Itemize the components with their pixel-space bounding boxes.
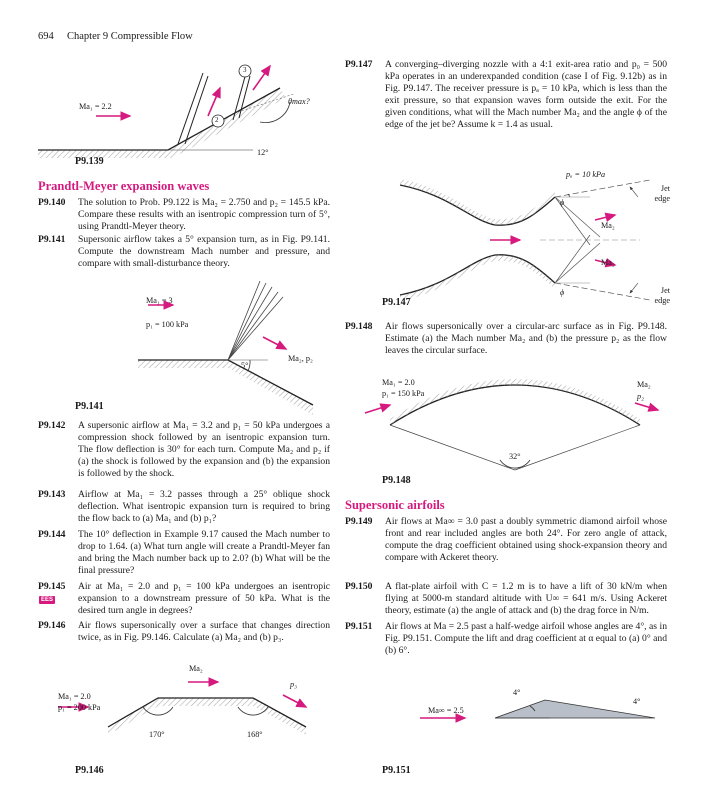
problem-text: The 10° deflection in Example 9.17 caused the Mach number to drop to 1.64. (a) What turn angle will create a Prandtl-Meyer fan and bring the Mach number back up to 2.0? (b) What will be the final pressure? <box>78 529 330 577</box>
p9141-ma2p2-label: Ma₂, p₂ <box>288 354 313 363</box>
p9148-figure-label: P9.148 <box>382 475 411 486</box>
problem-p9142 <box>38 420 330 480</box>
page-header <box>38 31 193 42</box>
problem-p9141 <box>38 234 330 270</box>
p9139-ma1-label: Ma₁ = 2.2 <box>79 102 112 111</box>
figure-p9-141 <box>38 275 328 395</box>
p9139-theta-label: θmax? <box>288 97 310 106</box>
problem-number: P9.148 <box>345 321 373 332</box>
problem-number: P9.142 <box>38 420 66 431</box>
p9148-ma1-label: Ma₁ = 2.0 <box>382 378 415 387</box>
problem-number: P9.146 <box>38 620 66 631</box>
p9147-pa-label: pₐ = 10 kPa <box>566 170 606 179</box>
p9147-ma2-bottom: Ma₂ <box>601 258 615 267</box>
problem-number: P9.143 <box>38 489 66 500</box>
problem-number: P9.141 <box>38 234 66 245</box>
problem-text: Air flows at Ma = 2.5 past a half-wedge airfoil whose angles are 4°, as in Fig. P9.151. Compute the lift and drag coefficient at α equal to (a) 0° and (b) 6°. <box>385 621 667 657</box>
p9139-circle2-label: 2 <box>215 116 219 124</box>
p9148-angle-label: 32° <box>509 452 521 461</box>
problem-p9145 <box>38 581 330 617</box>
p9147-ma2-top: Ma₂ <box>601 221 615 230</box>
problem-text: The solution to Prob. P9.122 is Ma₂ = 2.750 and p₂ = 145.5 kPa. Compare these results with an isentropic compression turn of 5°, using Prandtl-Meyer theory. <box>78 197 330 233</box>
p9147-phi-top: ϕ <box>560 198 565 207</box>
problem-p9147 <box>345 59 667 132</box>
problem-text: Supersonic airflow takes a 5° expansion turn, as in Fig. P9.141. Compute the downstream Mach number and pressure, and compare with small-disturbance theory. <box>78 234 330 270</box>
problem-number: P9.150 <box>345 581 373 592</box>
p9141-p1-label: p₁ = 100 kPa <box>146 320 189 329</box>
p9146-p3-label: p₃ <box>290 680 297 689</box>
p9151-angle2-label: 4° <box>633 697 641 706</box>
problem-p9144 <box>38 529 330 577</box>
problem-p9149 <box>345 516 667 564</box>
p9147-jet-edge-top: Jet edge <box>654 184 670 203</box>
chapter-title: Chapter 9 Compressible Flow <box>67 31 193 42</box>
p9148-ma2-label: Ma₂ <box>637 380 651 389</box>
figure-p9-151 <box>405 680 665 750</box>
section-heading-airfoils: Supersonic airfoils <box>345 498 445 512</box>
problem-text: A converging–diverging nozzle with a 4:1 exit-area ratio and p₀ = 500 kPa operates in an underexpanded condition (case I of Fig. 9.12b) as in Fig. P9.147. The receiver pressure is pₐ = 10 kPa, which is less than the exit pressure, so that expansion waves form outside the exit. For the given conditions, what will the Mach number Ma₂ and the angle ϕ of the edge of the jet be? Assume k = 1.4 as usual. <box>385 59 667 131</box>
problem-number: P9.144 <box>38 529 66 540</box>
problem-p9146 <box>38 620 330 644</box>
p9141-figure-label: P9.141 <box>75 401 104 412</box>
problem-text: Air flows at Ma∞ = 3.0 past a doubly symmetric diamond airfoil whose front and rear included angles are both 24°. For zero angle of attack, compute the drag coefficient obtained using shock-expansion theory and compare with Ackeret theory. <box>385 516 667 564</box>
p9146-angle1-label: 170° <box>149 730 165 739</box>
problem-p9143 <box>38 489 330 525</box>
problem-text: Air flows supersonically over a circular-arc surface as in Fig. P9.148. Estimate (a) the Mach number Ma₂ and (b) the pressure p₂ as the flow leaves the circular surface. <box>385 321 667 357</box>
p9148-p1-label: p₁ = 150 kPa <box>382 389 425 398</box>
p9151-figure-label: P9.151 <box>382 765 411 776</box>
problem-number: P9.147 <box>345 59 373 70</box>
problem-number: P9.145 <box>38 581 66 592</box>
problem-text: A flat-plate airfoil with C = 1.2 m is to have a lift of 30 kN/m when flying at 5000-m standard altitude with U∞ = 641 m/s. Using Ackeret theory, estimate (a) the angle of attack and (b) the drag force in N/m. <box>385 581 667 617</box>
p9139-circle3-label: 3 <box>243 66 247 74</box>
p9146-ma1-label: Ma₁ = 2.0 <box>58 692 91 701</box>
page-number: 694 <box>38 31 54 42</box>
p9147-phi-bottom: ϕ <box>560 288 565 297</box>
p9139-figure-label: P9.139 <box>75 156 104 167</box>
problem-p9148 <box>345 321 667 357</box>
p9147-jet-edge-bottom: Jet edge <box>654 286 670 305</box>
problem-number: P9.149 <box>345 516 373 527</box>
p9141-ma1-label: Ma₁ = 3 <box>146 296 173 305</box>
problem-text: Air flows supersonically over a surface that changes direction twice, as in Fig. P9.146. Calculate (a) Ma₂ and (b) p₃. <box>78 620 330 644</box>
p9151-angle1-label: 4° <box>513 688 521 697</box>
problem-p9150 <box>345 581 667 617</box>
problem-p9140 <box>38 197 330 233</box>
p9147-figure-label: P9.147 <box>382 297 411 308</box>
p9139-angle-label: 12° <box>257 148 269 157</box>
ees-badge: EES <box>41 597 54 603</box>
p9148-p2-label: p₂ <box>637 392 644 401</box>
p9146-angle2-label: 168° <box>247 730 263 739</box>
problem-text: A supersonic airflow at Ma₁ = 3.2 and p₁ = 50 kPa undergoes a compression shock followed by an isentropic expansion turn. The flow deflection is 30° for each turn. Compute Ma₂ and p₂ if (a) the shock is followed by the expansion and (b) the expansion is followed by the shock. <box>78 420 330 480</box>
section-heading-prandtl: Prandtl-Meyer expansion waves <box>38 179 210 193</box>
problem-text: Air at Ma₁ = 2.0 and p₁ = 100 kPa undergoes an isentropic expansion to a downstream pressure of 50 kPa. What is the desired turn angle in degrees? <box>78 581 330 617</box>
p9146-p1-label: p₁ = 200 kPa <box>58 703 101 712</box>
problem-number: P9.151 <box>345 621 373 632</box>
p9146-ma2-label: Ma₂ <box>189 664 203 673</box>
p9146-figure-label: P9.146 <box>75 765 104 776</box>
p9141-angle-label: 5° <box>241 361 249 370</box>
problem-text: Airflow at Ma₁ = 3.2 passes through a 25° oblique shock deflection. What isentropic expansion turn is required to bring the flow back to (a) Ma₁ and (b) p₁? <box>78 489 330 525</box>
problem-p9151 <box>345 621 667 657</box>
p9151-ma-label: Ma∞ = 2.5 <box>428 706 464 715</box>
problem-number: P9.140 <box>38 197 66 208</box>
